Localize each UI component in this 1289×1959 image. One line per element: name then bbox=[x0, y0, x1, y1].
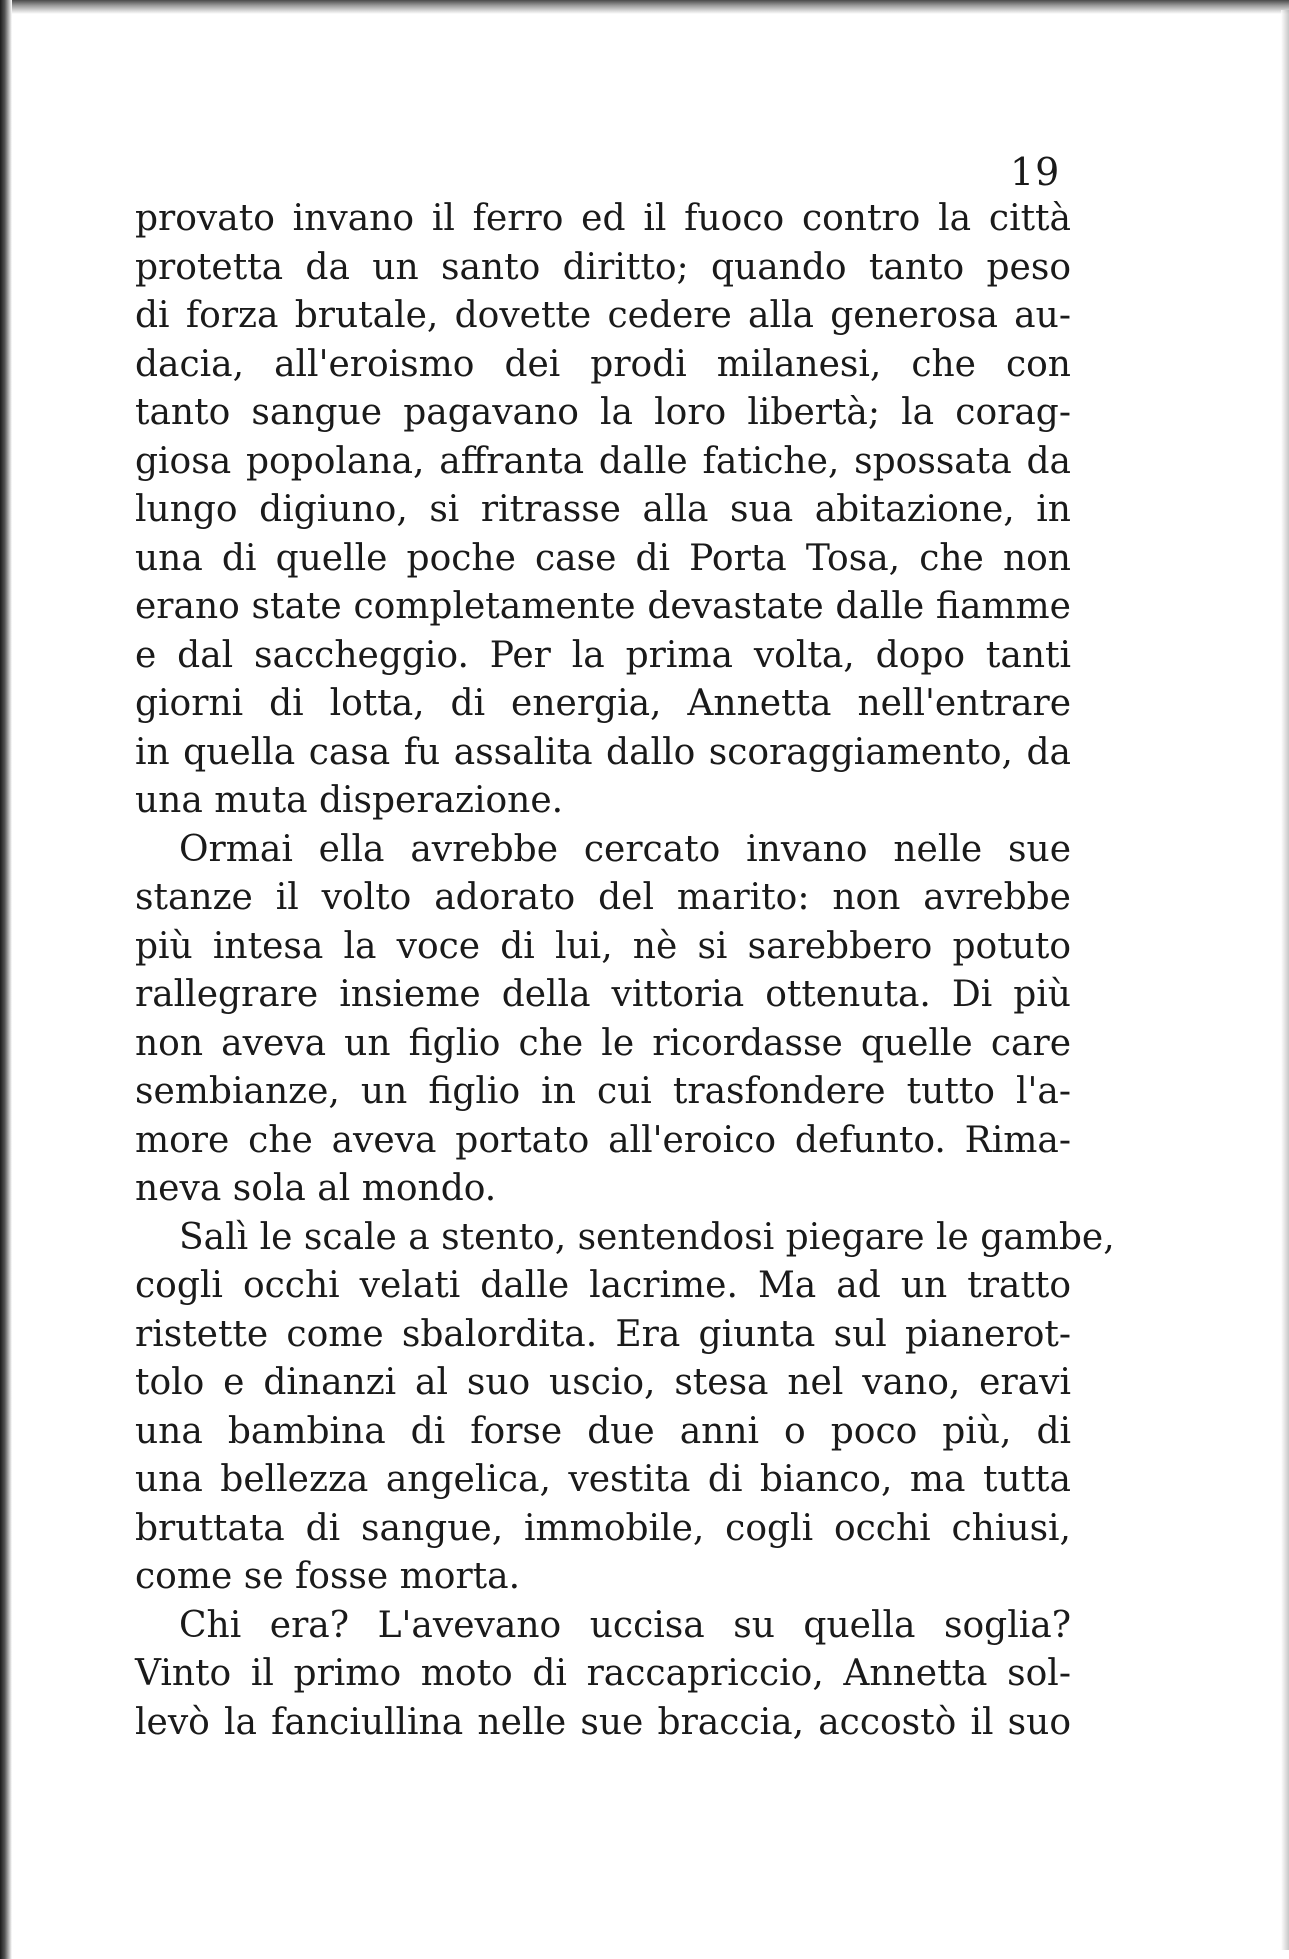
text-line: Ormai ella avrebbe cercato invano nelle sue bbox=[179, 828, 1071, 870]
text-line: una bambina di forse due anni o poco più, di bbox=[135, 1410, 1071, 1452]
text-line: provato invano il ferro ed il fuoco contro la città bbox=[135, 198, 1071, 239]
text-line: e dal saccheggio. Per la prima volta, dopo tanti bbox=[135, 634, 1071, 676]
text-line: Chi era? L'avevano uccisa su quella soglia? bbox=[179, 1604, 1071, 1646]
text-line: rallegrare insieme della vittoria ottenuta. Di più bbox=[135, 974, 1071, 1015]
text-line: bruttata di sangue, immobile, cogli occhi chiusi, bbox=[135, 1507, 1071, 1549]
text-line: tolo e dinanzi al suo uscio, stesa nel vano, eravi bbox=[135, 1362, 1071, 1403]
scan-left-edge bbox=[0, 0, 12, 1959]
text-line: lungo digiuno, si ritrasse alla sua abitazione, in bbox=[135, 489, 1071, 530]
text-line: di forza brutale, dovette cedere alla generosa au- bbox=[135, 295, 1071, 336]
scan-right-edge bbox=[1281, 10, 1289, 1950]
text-line: una bellezza angelica, vestita di bianco, ma tutta bbox=[135, 1459, 1071, 1500]
text-line: più intesa la voce di lui, nè si sarebbero potuto bbox=[135, 925, 1071, 967]
paragraph-3 bbox=[135, 1214, 1115, 1602]
paragraph-2 bbox=[135, 826, 1071, 1214]
text-line: giorni di lotta, di energia, Annetta nell'entrare bbox=[135, 683, 1071, 724]
text-line: neva sola al mondo. bbox=[135, 1168, 497, 1209]
scan-top-edge bbox=[0, 0, 1289, 14]
page-number: 19 bbox=[1010, 150, 1061, 194]
text-line: non aveva un figlio che le ricordasse quelle care bbox=[135, 1022, 1071, 1064]
text-line: stanze il volto adorato del marito: non avrebbe bbox=[135, 877, 1071, 918]
text-line: tanto sangue pagavano la loro libertà; la corag- bbox=[135, 392, 1071, 433]
text-line: protetta da un santo diritto; quando tanto peso bbox=[135, 246, 1071, 288]
text-line: come se fosse morta. bbox=[135, 1556, 521, 1597]
paragraph-4 bbox=[135, 1602, 1071, 1748]
text-line: erano state completamente devastate dalle fiamme bbox=[135, 586, 1071, 627]
page-body bbox=[135, 195, 1115, 1747]
text-line: more che aveva portato all'eroico defunto. Rima- bbox=[135, 1119, 1071, 1161]
text-line: una di quelle poche case di Porta Tosa, che non bbox=[135, 537, 1071, 579]
text-line: Vinto il primo moto di raccapriccio, Annetta sol- bbox=[135, 1653, 1071, 1694]
text-line: dacia, all'eroismo dei prodi milanesi, che con bbox=[135, 343, 1071, 385]
text-line: sembianze, un figlio in cui trasfondere tutto l'a- bbox=[135, 1071, 1071, 1112]
text-line: ristette come sbalordita. Era giunta sul pianerot- bbox=[135, 1313, 1071, 1355]
text-line: Salì le scale a stento, sentendosi piegare le gambe, bbox=[179, 1216, 1115, 1258]
text-line: giosa popolana, affranta dalle fatiche, spossata da bbox=[135, 440, 1071, 482]
paragraph-1 bbox=[135, 195, 1071, 826]
text-line: una muta disperazione. bbox=[135, 780, 564, 821]
text-line: levò la fanciullina nelle sue braccia, accostò il suo bbox=[135, 1701, 1071, 1743]
text-line: in quella casa fu assalita dallo scoraggiamento, da bbox=[135, 731, 1071, 773]
text-line: cogli occhi velati dalle lacrime. Ma ad un tratto bbox=[135, 1265, 1071, 1306]
